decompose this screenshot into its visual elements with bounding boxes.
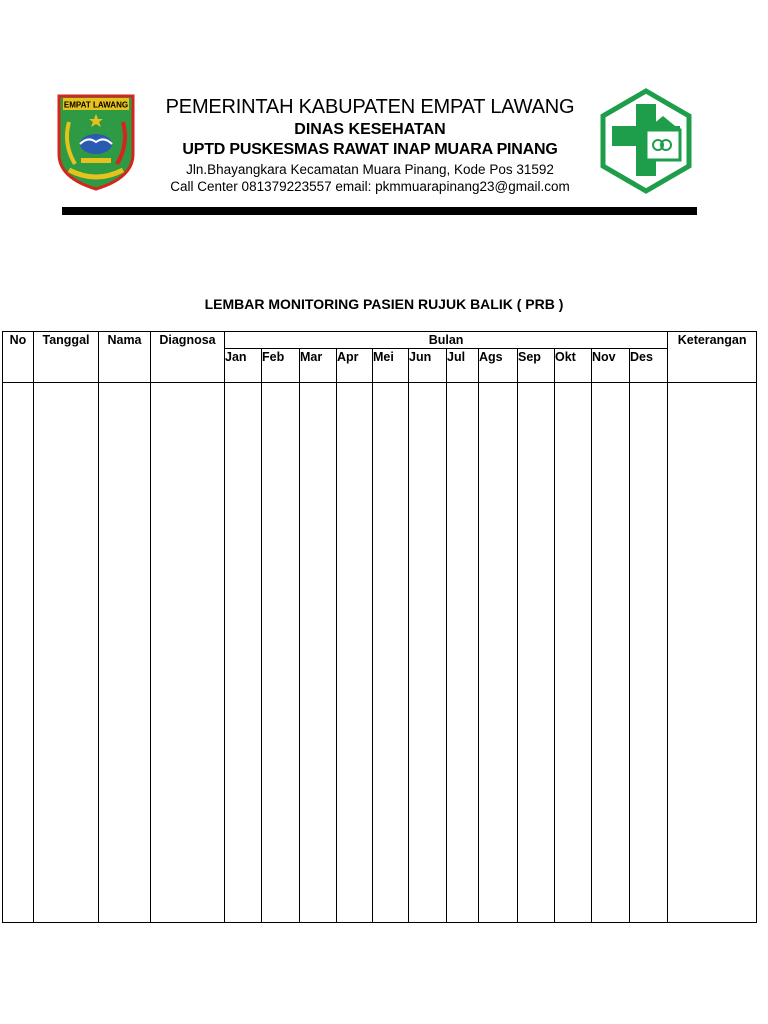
month-header-feb: Feb	[262, 349, 300, 383]
month-header-ags: Ags	[479, 349, 518, 383]
col-header-no: No	[3, 332, 34, 383]
cell-mei[interactable]	[373, 383, 409, 923]
month-header-nov: Nov	[592, 349, 630, 383]
cell-diagnosa[interactable]	[151, 383, 225, 923]
month-header-mei: Mei	[373, 349, 409, 383]
month-header-sep: Sep	[518, 349, 555, 383]
regency-crest-icon	[55, 92, 137, 192]
document-title: LEMBAR MONITORING PASIEN RUJUK BALIK ( PRB )	[204, 296, 564, 312]
cell-nama[interactable]	[99, 383, 151, 923]
contact-line: Call Center 081379223557 email: pkmmuarapinang23@gmail.com	[170, 179, 570, 194]
month-header-jul: Jul	[447, 349, 479, 383]
col-header-bulan: Bulan	[225, 332, 668, 349]
col-header-nama: Nama	[99, 332, 151, 383]
cell-apr[interactable]	[337, 383, 373, 923]
col-header-diagnosa: Diagnosa	[151, 332, 225, 383]
month-header-apr: Apr	[337, 349, 373, 383]
department-name: DINAS KESEHATAN	[294, 121, 446, 138]
col-header-tanggal: Tanggal	[34, 332, 99, 383]
monitoring-table	[2, 331, 757, 923]
month-header-okt: Okt	[555, 349, 592, 383]
cell-sep[interactable]	[518, 383, 555, 923]
cell-keterangan[interactable]	[668, 383, 757, 923]
cell-feb[interactable]	[262, 383, 300, 923]
cell-jul[interactable]	[447, 383, 479, 923]
cell-no[interactable]	[3, 383, 34, 923]
col-header-keterangan: Keterangan	[668, 332, 757, 383]
month-header-mar: Mar	[300, 349, 337, 383]
address-line: Jln.Bhayangkara Kecamatan Muara Pinang, Kode Pos 31592	[186, 162, 554, 177]
government-name: PEMERINTAH KABUPATEN EMPAT LAWANG	[165, 96, 575, 118]
letterhead	[145, 95, 595, 195]
cell-jun[interactable]	[409, 383, 447, 923]
month-header-jun: Jun	[409, 349, 447, 383]
month-header-des: Des	[630, 349, 668, 383]
letterhead-divider	[62, 207, 697, 215]
table-row	[3, 383, 757, 923]
cell-ags[interactable]	[479, 383, 518, 923]
cell-nov[interactable]	[592, 383, 630, 923]
month-header-jan: Jan	[225, 349, 262, 383]
cell-des[interactable]	[630, 383, 668, 923]
cell-okt[interactable]	[555, 383, 592, 923]
puskesmas-cross-icon	[600, 88, 692, 194]
crest-label: EMPAT LAWANG	[63, 100, 129, 110]
cell-mar[interactable]	[300, 383, 337, 923]
cell-jan[interactable]	[225, 383, 262, 923]
institution-name: UPTD PUSKESMAS RAWAT INAP MUARA PINANG	[182, 141, 558, 158]
cell-tanggal[interactable]	[34, 383, 99, 923]
header-row	[3, 332, 757, 349]
